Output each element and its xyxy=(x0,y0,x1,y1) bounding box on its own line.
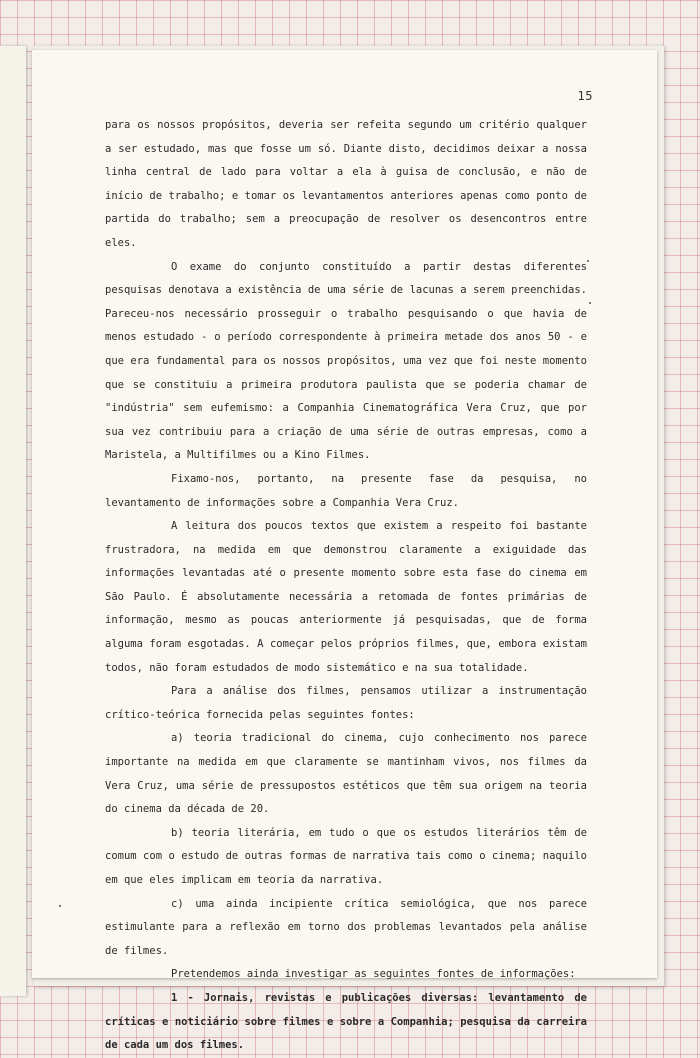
typed-page xyxy=(32,50,657,1052)
paper-speck xyxy=(589,302,591,304)
paragraph-analysis-intro: Para a análise dos filmes, pensamos utilizar a instrumentação crítico-teórica fornecida pelas seguintes fontes: xyxy=(105,685,587,721)
list-item-a: a) teoria tradicional do cinema, cujo conhecimento nos parece importante na medida em que claramente se mantinham vivos, nos filmes da Vera Cruz, uma série de pressupostos estéticos que têm sua origem na teoria do cinema da década de 20. xyxy=(105,732,587,816)
paper-speck xyxy=(59,905,61,907)
paragraph-investigation-intro: Pretendemos ainda investigar as seguintes fontes de informações: xyxy=(171,968,576,981)
paragraph-sources-reading: A leitura dos poucos textos que existem a respeito foi bastante frustradora, na medida em que demonstrou claramente a exiguidade das informações levantadas até o presente momento sobre esta fase do cinema em São Paulo. É absolutamente necessária a retomada de fontes primárias de informação, mesmo as poucas anteriormente já pesquisadas, que de forma alguma foram esgotadas. A começar pelos próprios filmes, que, embora existam todos, não foram estudados de modo sistemático e na sua totalidade. xyxy=(105,520,587,674)
paper-speck xyxy=(587,260,589,262)
page-number: 15 xyxy=(577,89,593,103)
paragraph-continuation: para os nossos propósitos, deveria ser refeita segundo um critério qualquer a ser estudado, mas que fosse um só. Diante disto, decidimos deixar a nossa linha central de lado para voltar a ela à guisa de conclusão, e não de início de trabalho; e tomar os levantamentos anteriores apenas como ponto de partida do trabalho; sem a preocupação de resolver os desencontros entre eles. xyxy=(105,119,587,249)
list-item-b: b) teoria literária, em tudo o que os estudos literários têm de comum com o estudo de outras formas de narrativa tais como o cinema; naquilo em que eles implicam em teoria da narrativa. xyxy=(105,826,587,886)
page-body xyxy=(105,114,587,1058)
underlying-page-edge xyxy=(0,46,26,996)
list-item-c: c) uma ainda incipiente crítica semiológica, que nos parece estimulante para a reflexão em torno dos problemas levantados pela análise de filmes. xyxy=(105,897,587,957)
paragraph-focus-vera-cruz: Fixamo-nos, portanto, na presente fase da pesquisa, no levantamento de informações sobre a Companhia Vera Cruz. xyxy=(105,472,587,509)
paragraph-survey-gaps: O exame do conjunto constituído a partir destas diferentes pesquisas denotava a existência de uma série de lacunas a serem preenchidas. Pareceu-nos necessário prosseguir o trabalho pesquisando o que havia de menos estudado - o período correspondente à primeira metade dos anos 50 - e que era fundamental para os nossos propósitos, uma vez que foi neste momento que se constituiu a primeira produtora paulista que se poderia chamar de "indústria" sem eufemismo: a Companhia Cinematográfica Vera Cruz, que por sua vez contribuiu para a criação de uma série de outras empresas, como a Maristela, a Multifilmes ou a Kino Filmes. xyxy=(105,260,587,462)
list-item-1: 1 - Jornais, revistas e publicações diversas: levantamento de críticas e noticiário sobre filmes e sobre a Companhia; pesquisa da carreira de cada um dos filmes. xyxy=(105,991,587,1052)
